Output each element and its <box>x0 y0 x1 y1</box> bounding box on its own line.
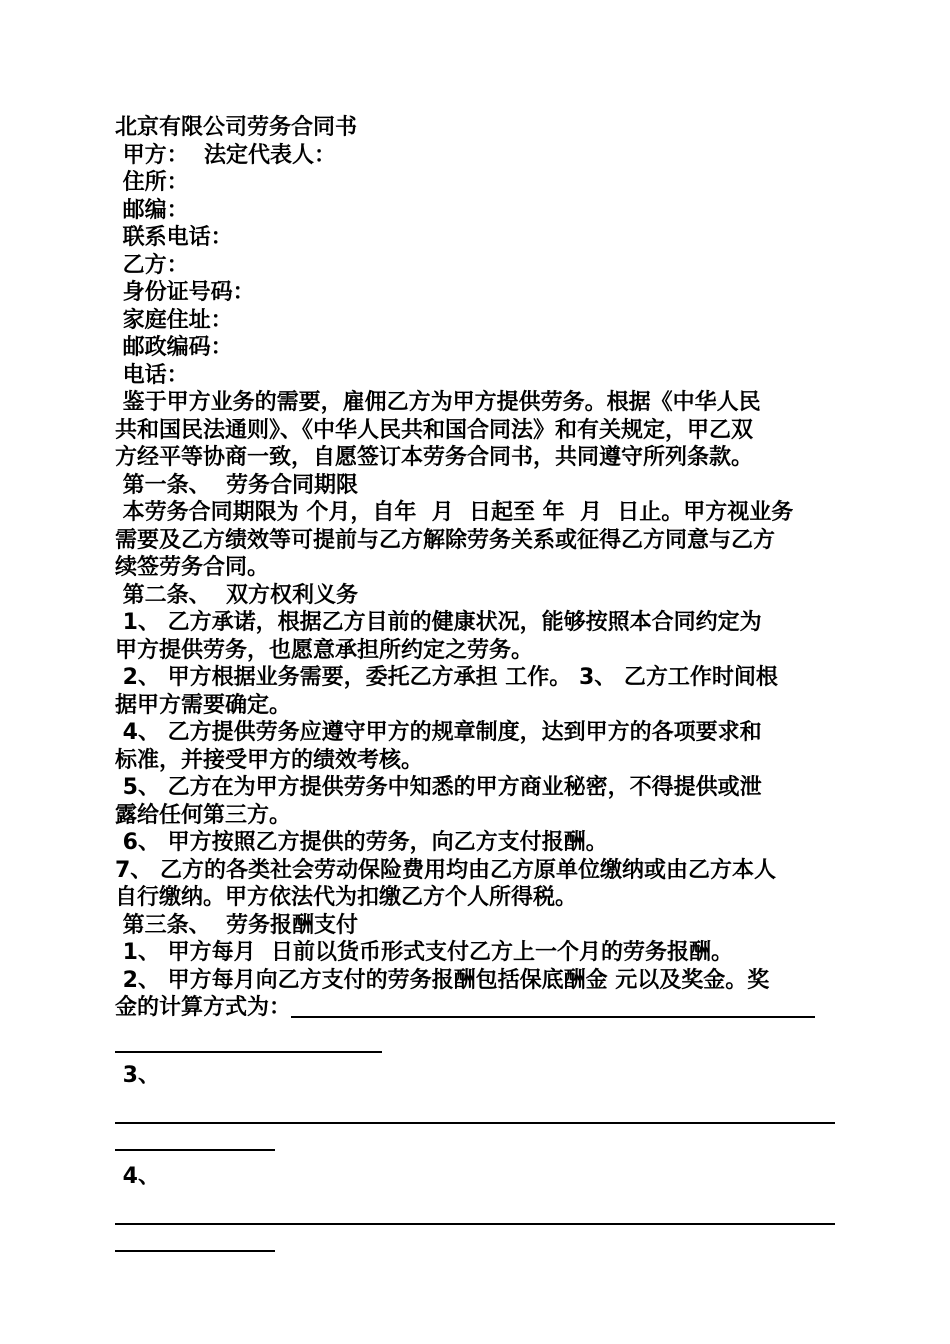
article2-line: 2、 甲方根据业务需要，委托乙方承担 工作。 3、 乙方工作时间根 <box>115 665 778 690</box>
article2-line: 4、 乙方提供劳务应遵守甲方的规章制度，达到甲方的各项要求和 <box>115 720 762 745</box>
spacer <box>115 1151 835 1163</box>
document-title: 北京有限公司劳务合同书 <box>115 115 358 140</box>
article2-line: 自行缴纳。甲方依法代为扣缴乙方个人所得税。 <box>115 885 578 910</box>
underline-rule <box>115 1250 275 1252</box>
article2-line: 甲方提供劳务，也愿意承担所约定之劳务。 <box>115 637 534 663</box>
home-address-field: 家庭住址： <box>115 307 233 333</box>
article3-item2-line <box>115 994 835 1022</box>
preamble-line: 共和国民法通则》、《中华人民共和国合同法》和有关规定，甲乙双 <box>115 417 754 443</box>
article3-item1: 1、 甲方每月 日前以货币形式支付乙方上一个月的劳务报酬。 <box>115 940 733 965</box>
article1-heading: 第一条、 劳务合同期限 <box>115 472 358 498</box>
fill-in-line <box>115 1090 835 1124</box>
article2-line: 标准，并接受甲方的绩效考核。 <box>115 747 424 773</box>
article1-line: 本劳务合同期限为 个月，自年 月 日起至 年 月 日止。甲方视业务 <box>115 500 794 525</box>
article2-heading: 第二条、 双方权利义务 <box>115 582 358 608</box>
article3-item2-line: 2、 甲方每月向乙方支付的劳务报酬包括保底酬金 元以及奖金。奖 <box>115 967 770 993</box>
article1-line: 续签劳务合同。 <box>115 555 270 580</box>
underline-rule <box>115 1149 275 1151</box>
id-number-field: 身份证号码： <box>115 280 255 305</box>
phone-field: 联系电话： <box>115 225 233 250</box>
fill-in-line <box>115 1124 835 1152</box>
postcode-field: 邮编： <box>115 197 189 223</box>
party-a-field: 甲方： 法定代表人： <box>115 142 336 168</box>
article2-line: 1、 乙方承诺，根据乙方目前的健康状况，能够按照本合同约定为 <box>115 610 762 635</box>
postal-code-field: 邮政编码： <box>115 335 233 360</box>
contract-document <box>115 114 835 1252</box>
article1-line: 需要及乙方绩效等可提前与乙方解除劳务关系或征得乙方同意与乙方 <box>115 527 776 553</box>
preamble-line: 方经平等协商一致，自愿签订本劳务合同书，共同遵守所列条款。 <box>115 445 754 470</box>
item4-label: 4、 <box>115 1164 160 1189</box>
article2-line: 露给任何第三方。 <box>115 802 292 828</box>
article2-line: 7、 乙方的各类社会劳动保险费用均由乙方原单位缴纳或由乙方本人 <box>115 857 776 883</box>
tel-field: 电话： <box>115 362 189 388</box>
article2-line: 据甲方需要确定。 <box>115 692 292 718</box>
preamble-line: 鉴于甲方业务的需要，雇佣乙方为甲方提供劳务。根据《中华人民 <box>115 390 761 415</box>
article2-line: 6、 甲方按照乙方提供的劳务，向乙方支付报酬。 <box>115 830 608 855</box>
address-field: 住所： <box>115 170 189 195</box>
underline-rule <box>115 1051 382 1053</box>
fill-in-line <box>115 1022 835 1050</box>
article3-heading: 第三条、 劳务报酬支付 <box>115 912 358 938</box>
bonus-formula-blank <box>291 996 815 1018</box>
party-b-field: 乙方： <box>115 252 189 278</box>
article2-line: 5、 乙方在为甲方提供劳务中知悉的甲方商业秘密，不得提供或泄 <box>115 775 762 800</box>
fill-in-line <box>115 1191 835 1225</box>
item3-label: 3、 <box>115 1063 160 1088</box>
fill-in-line <box>115 1225 835 1253</box>
bonus-formula-label: 金的计算方式为： <box>115 995 292 1020</box>
